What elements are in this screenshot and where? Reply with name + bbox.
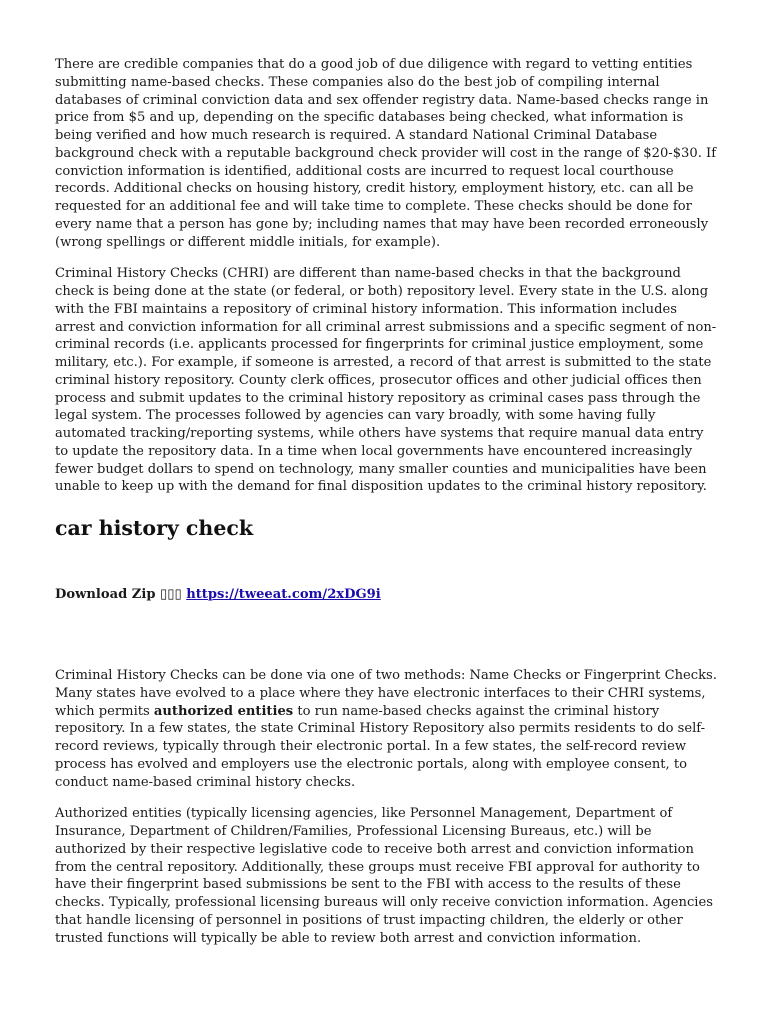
arrow-glyphs: ▯▯▯	[160, 587, 182, 602]
paragraph-chri: Criminal History Checks (CHRI) are different than name-based checks in that the background check is being done at the state (or federal, or both) repository level. Every state in the U.S. along with the FBI maintains a repository of criminal history information. This information includes arrest and conviction information for all criminal arrest submissions and a specific segment of non-criminal records (i.e. applicants processed for fingerprints for criminal justice employment, some military, etc.). For example, if someone is arrested, a record of that arrest is submitted to the state criminal history repository. County clerk offices, prosecutor offices and other judicial offices then process and submit updates to the criminal history repository as criminal cases pass through the legal system. The processes followed by agencies can vary broadly, with some having fully automated tracking/reporting systems, while others have systems that require manual data entry to update the repository data. In a time when local governments have encountered increasingly fewer budget dollars to spend on technology, many smaller counties and municipalities have been unable to keep up with the demand for final disposition updates to the criminal history repository.	[55, 266, 717, 495]
download-label: Download Zip	[55, 587, 156, 602]
document-body	[55, 56, 717, 947]
paragraph-authorized-entities: Authorized entities (typically licensing agencies, like Personnel Management, Department of Insurance, Department of Children/Families, Professional Licensing Bureaus, etc.) will be authorized by their respective legislative code to receive both arrest and conviction information from the central repository. Additionally, these groups must receive FBI approval for authority to have their fingerprint based submissions be sent to the FBI with access to the results of these checks. Typically, professional licensing bureaus will only receive conviction information. Agencies that handle licensing of personnel in positions of trust impacting children, the elderly or other trusted functions will typically be able to review both arrest and conviction information.	[55, 806, 713, 946]
paragraph-name-based-checks: There are credible companies that do a good job of due diligence with regard to vetting entities submitting name-based checks. These companies also do the best job of compiling internal databases of criminal conviction data and sex offender registry data. Name-based checks range in price from $5 and up, depending on the specific databases being checked, what information is being verified and how much research is required. A standard National Criminal Database background check with a reputable background check provider will cost in the range of $20-$30. If conviction information is identified, additional costs are incurred to request local courthouse records. Additional checks on housing history, credit history, employment history, etc. can all be requested for an additional fee and will take time to complete. These checks should be done for every name that a person has gone by; including names that may have been recorded erroneously (wrong spellings or different middle initials, for example).	[55, 57, 717, 250]
download-line	[55, 586, 717, 604]
authorized-entities-emphasis: authorized entities	[153, 703, 294, 719]
section-heading: car history check	[55, 516, 254, 540]
methods-text-end: to run name-based checks against the criminal history repository. In a few states, the state Criminal History Repository also permits residents to do self-record reviews, typically through their electronic portal. In a few states, the self-record review process has evolved and employers use the electronic portals, along with employee consent, to conduct name-based criminal history checks.	[55, 703, 706, 790]
methods-text-start: Criminal History Checks can be done via one of two methods: Name Checks or Fingerprint Checks. Many states have evolved to a place where they have electronic interfaces to their CHRI systems, which permits	[55, 668, 717, 719]
paragraph-methods	[55, 667, 717, 791]
download-link[interactable]: https://tweeat.com/2xDG9i	[186, 587, 381, 602]
